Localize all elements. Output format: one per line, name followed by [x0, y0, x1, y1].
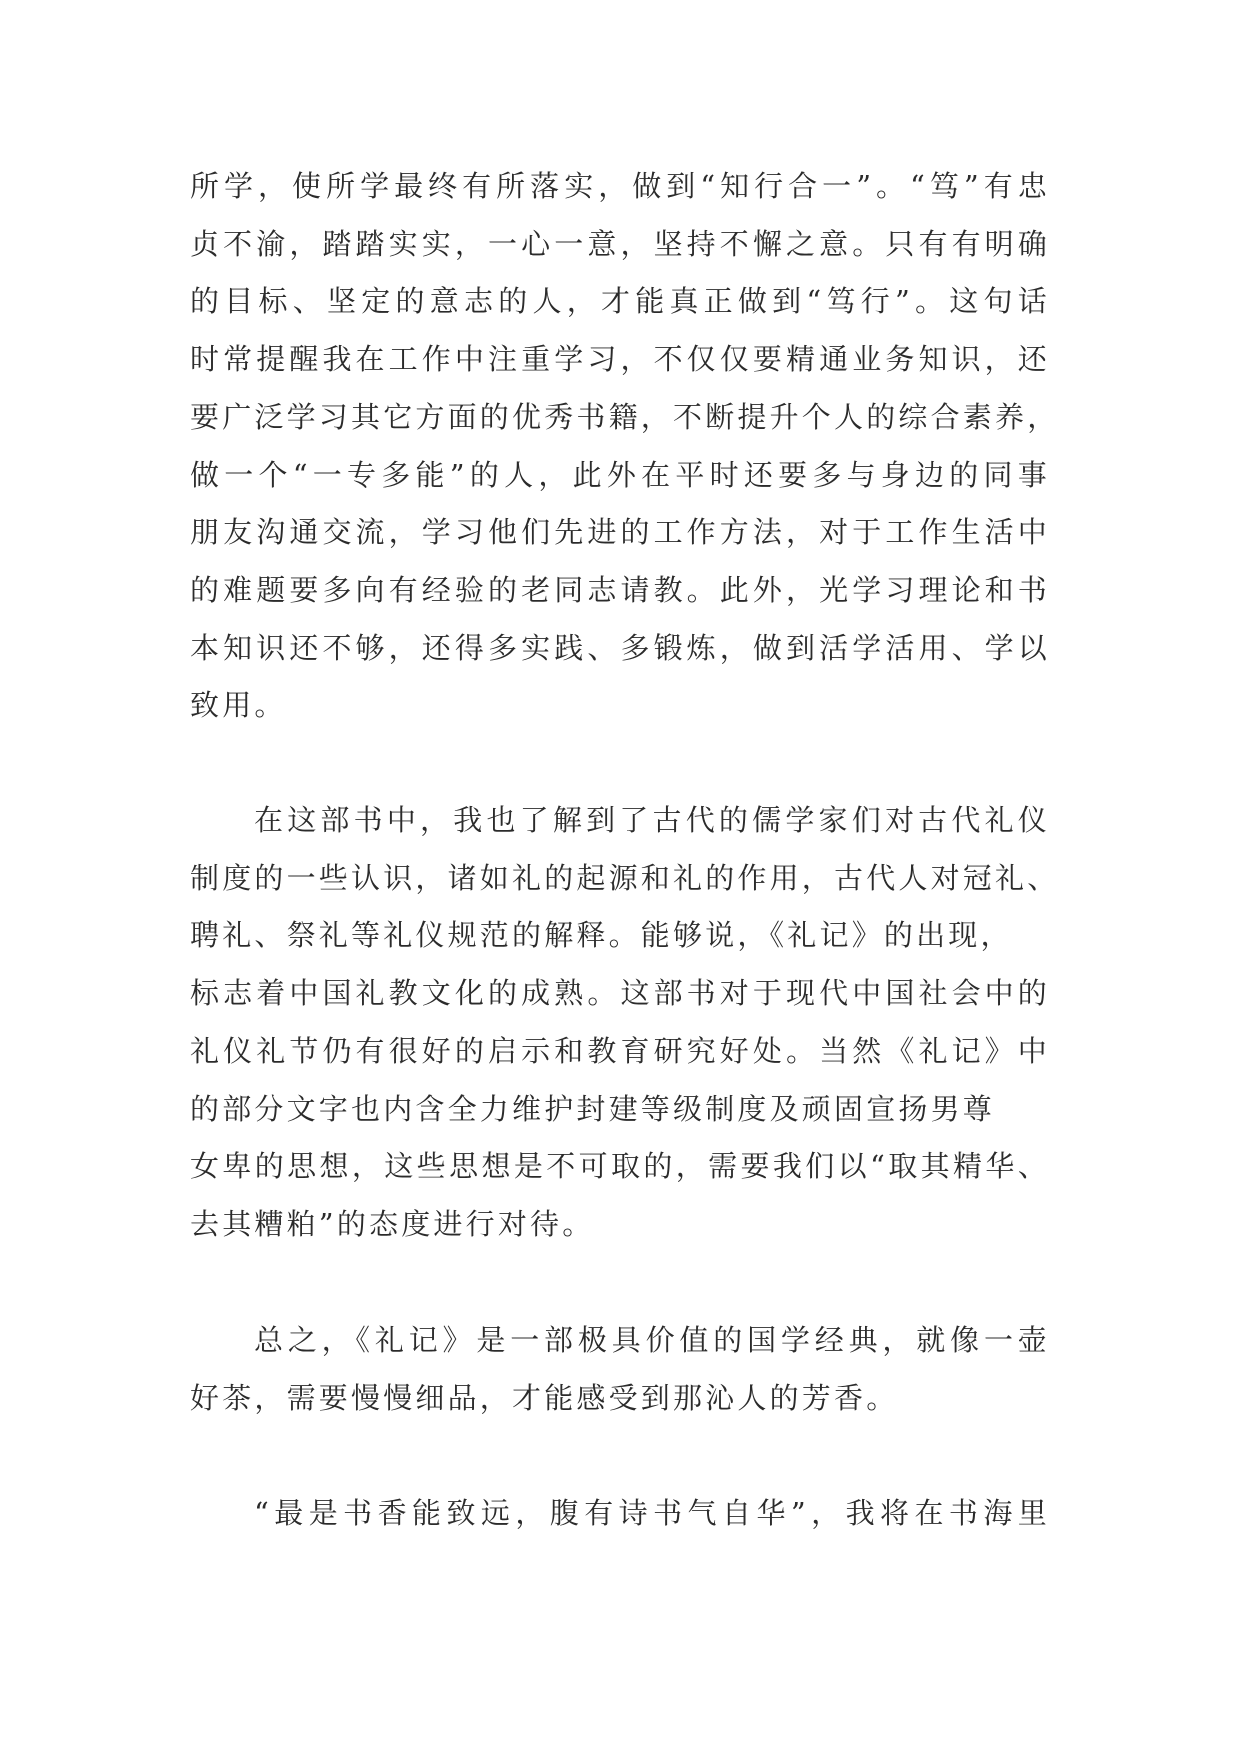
text-line: 聘礼、祭礼等礼仪规范的解释。能够说，《礼记》的出现，	[190, 918, 1013, 953]
text-line: 制度的一些认识，诸如礼的起源和礼的作用，古代人对冠礼、	[190, 860, 1060, 895]
text-line: 要广泛学习其它方面的优秀书籍，不断提升个人的综合素养，	[190, 399, 1060, 434]
text-line: 好茶，需要慢慢细品，才能感受到那沁人的芳香。	[190, 1380, 899, 1415]
text-line: 时常提醒我在工作中注重学习，不仅仅要精通业务知识，还	[190, 342, 1050, 377]
text-line: 朋友沟通交流，学习他们先进的工作方法，对于工作生活中	[190, 515, 1050, 550]
text-line: 致用。	[190, 688, 287, 723]
text-line: 贞不渝，踏踏实实，一心一意，坚持不懈之意。只有有明确	[190, 226, 1050, 261]
text-line: 礼仪礼节仍有很好的启示和教育研究好处。当然《礼记》中	[190, 1033, 1050, 1068]
text-line: 本知识还不够，还得多实践、多锻炼，做到活学活用、学以	[190, 630, 1050, 665]
paragraph-liji-etiquette	[190, 792, 1060, 1254]
text-line: 的目标、坚定的意志的人，才能真正做到“笃行”。这句话	[190, 284, 1050, 319]
text-line: 的难题要多向有经验的老同志请教。此外，光学习理论和书	[190, 572, 1050, 607]
text-line: 总之，《礼记》是一部极具价值的国学经典，就像一壶	[254, 1323, 1050, 1357]
paragraph-quote	[190, 1485, 1050, 1543]
text-line: 做一个“一专多能”的人，此外在平时还要多与身边的同事	[190, 457, 1050, 492]
text-line: 标志着中国礼教文化的成熟。这部书对于现代中国社会中的	[190, 976, 1050, 1011]
text-line: 在这部书中，我也了解到了古代的儒学家们对古代礼仪	[254, 803, 1050, 837]
text-line: 女卑的思想，这些思想是不可取的，需要我们以“取其精华、	[190, 1149, 1050, 1184]
paragraph-zhixing-heyi	[190, 158, 1060, 735]
paragraph-conclusion	[190, 1312, 1050, 1427]
text-line: 去其糟粕”的态度进行对待。	[190, 1206, 595, 1241]
text-line: 的部分文字也内含全力维护封建等级制度及顽固宣扬男尊	[190, 1091, 996, 1126]
text-line: 所学，使所学最终有所落实，做到“知行合一”。“笃”有忠	[190, 169, 1050, 203]
text-line: “最是书香能致远，腹有诗书气自华”，我将在书海里	[254, 1496, 1050, 1530]
